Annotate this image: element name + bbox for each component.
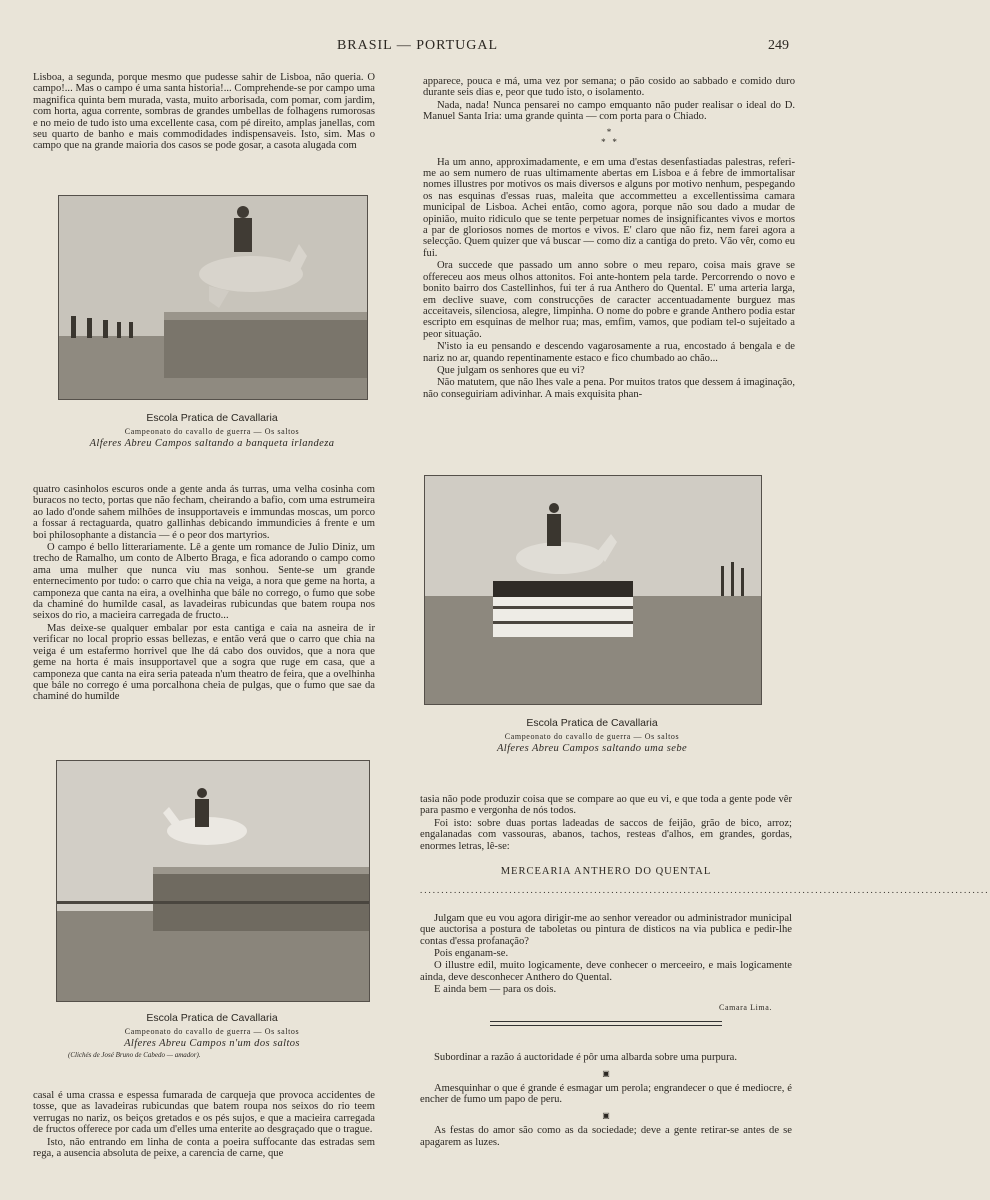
- text-block-mid-left: [33, 484, 375, 704]
- paragraph: Isto, não entrando em linha de conta a poeira suffocante das estradas sem rega, a ausencia absoluta de peixe, a carencia de carne, que: [33, 1136, 375, 1160]
- author-signature: Camara Lima.: [719, 1002, 772, 1012]
- text-block-top-left: [33, 72, 375, 153]
- caption-photo-2: [424, 717, 760, 754]
- double-rule: [490, 1021, 722, 1026]
- caption-subtitle: Campeonato do cavallo de guerra — Os saltos: [124, 427, 300, 436]
- caption-description: Alferes Abreu Campos saltando a banqueta irlandeza: [89, 438, 335, 449]
- shop-sign-text: MERCEARIA ANTHERO DO QUENTAL: [500, 866, 712, 878]
- caption-description: Alferes Abreu Campos n'um dos saltos: [124, 1038, 300, 1049]
- paragraph: O campo é bello litterariamente. Lê a gente um romance de Julio Diniz, um trecho de Ramalho, um conto de Alberto Braga, e fica adorando o campo como ama uma mulher que nunca viu mas sonhou. Sente-se um grande enternecimento por tudo: o carro que chia na veiga, a nora que geme na horta, a camponeza que canta na eira, a ovelhinha que bále no corrego, o fumo que sobe da chaminé do humilde casal, as lavadeiras rubicundas que batem roupa nos seixos do rio, a macieira carregada de fructo...: [33, 542, 375, 622]
- paragraph: Foi isto: sobre duas portas ladeadas de saccos de feijão, grão de bico, arroz; engalanadas com vassouras, abanos, tachos, resteas d'alhos, em grandes, gordas, enormes letras, lê-se:: [420, 817, 792, 852]
- maxim: Amesquinhar o que é grande é esmagar um perola; engrandecer o que é mediocre, é encher de fumo um papo de peru.: [420, 1082, 792, 1106]
- paragraph: N'isto ia eu pensando e descendo vagarosamente a rua, encostado á bengala e de nariz no ar, quando repentinamente estaco e fico chumbado ao chão...: [423, 341, 795, 364]
- paragraph: Julgam que eu vou agora dirigir-me ao senhor vereador ou administrador municipal que auctorisa a postura de taboletas ou pintura de disticos na via publica e pedir-lhe contas d'essa profanação?: [420, 912, 792, 947]
- ornament-icon: ▣: [602, 1068, 610, 1078]
- caption-credit: (Clichés de José Bruno de Cabedo — amador).: [68, 1051, 201, 1059]
- paragraph: Lisboa, a segunda, porque mesmo que pudesse sahir de Lisboa, não queria. O campo!... Mas o campo é uma santa historia!... Comprehende-se por campo uma magnifica quinta bem murada, vasta, muito arborisada, com pomar, com jardim, com horta, agua corrente, sombras de grandes umbellas de folhagens rumorosas e no meio de tudo isto uma excellente casa, com pé direito, amplas janellas, com seu quarto de banho e mais commodidades indispensaveis. Isto, sim. Mas o campo que na grande maioria dos casos se pode gosar, a casota alugada com: [33, 72, 375, 152]
- paragraph: Nada, nada! Nunca pensarei no campo emquanto não puder realisar o ideal do D. Manuel Santa Iria: uma grande quinta — com porta para o Chiado.: [423, 99, 795, 123]
- paragraph: Ha um anno, approximadamente, e em uma d'estas desenfastiadas palestras, referi-me ao sem numero de ruas ultimamente abertas em Lisboa e á febre de immortalisar nomes illustres por motivos os mais diversos e alguns por motivo nenhum, pespegando os nas esquinas d'essas ruas, maleita que accommetteu a excellentissima camara municipal de Lisboa. Achei então, como agora, porque não sou dado a mudar de opinião, muito ridiculo que se tente perpetuar nomes de insignificantes vivos e mortos a par de gloriosos nomes de mortos e vivos. E' claro que não fiz, nem farei agora a selecção. Quem quizer que vá buscar — como diz a cantiga do preto. Vão vêr, como eu fui.: [423, 156, 795, 259]
- maxim: Subordinar a razão á auctoridade é pôr uma albarda sobre uma purpura.: [434, 1052, 737, 1064]
- paragraph: tasia não pode produzir coisa que se compare ao que eu vi, e que toda a gente pode vêr para pasmo e vergonha de nós todos.: [420, 794, 792, 817]
- text-block-bottom-right: [420, 794, 990, 1149]
- photo-banqueta-jump: [58, 195, 368, 400]
- paragraph: O illustre edil, muito logicamente, deve conhecer o merceeiro, e mais logicamente ainda, deve desconhecer Anthero do Quental.: [420, 960, 792, 983]
- caption-title: Escola Pratica de Cavallaria: [526, 717, 658, 729]
- running-title: BRASIL — PORTUGAL: [336, 38, 499, 53]
- caption-title: Escola Pratica de Cavallaria: [146, 412, 278, 424]
- paragraph: Que julgam os senhores que eu vi?: [437, 364, 585, 376]
- paragraph: quatro casinholos escuros onde a gente anda ás turras, uma velha cosinha com buracos no tecto, portas que não fecham, cheirando a bafio, com uma estrumeira ao lado d'onde sahem milhões de insupportaveis e immundas moscas, um porco a fossar á rectaguarda, quatro gallinhas debicando immundicies á frente e um boi philosophante a distancia — é o peor dos martyrios.: [33, 484, 375, 541]
- page-number: 249: [768, 38, 789, 53]
- caption-photo-3: [56, 1012, 368, 1059]
- caption-subtitle: Campeonato do cavallo de guerra — Os saltos: [124, 1027, 300, 1036]
- caption-description: Alferes Abreu Campos saltando uma sebe: [496, 743, 688, 754]
- paragraph: Mas deixe-se qualquer embalar por esta cantiga e caia na asneira de ir verificar no local proprio essas bellezas, e então verá que o carro que chia na veiga é um estafermo horrivel que lhe dá cabo dos ouvidos, que a nora que geme na horta é mais insupportavel que a sogra que ruge em casa, que a camponeza que canta na eira seria pateada n'um theatro de feira, que a ovelhinha que bále no corrego é uma porcalhona cheia de pulgas, que o fumo que sae da chaminé do humilde: [33, 622, 375, 703]
- photo-wall-jump: [56, 760, 370, 1002]
- page-header: [0, 38, 835, 58]
- caption-title: Escola Pratica de Cavallaria: [146, 1012, 278, 1024]
- paragraph: Pois enganam-se.: [434, 948, 509, 960]
- paragraph: Ora succede que passado um anno sobre o meu reparo, coisa mais grave se offereceu aos meus olhos attonitos. Foi ante-hontem pela tarde. Percorrendo o novo e bonito bairro dos Castellinhos, fui ter á rua Anthero do Quental. E' uma arteria larga, em declive suave, com construcções de caracter accentuadamente burguez mas acceitaveis, silenciosa, alegre, limpinha. O nome do pobre e grande Anthero podia estar escripto em esquinas de melhor rua; mas, emfim, vamos, que podiam tel-o sujeitado a peor situação.: [423, 260, 795, 340]
- dotted-divider: ......................................................................................................................................: [420, 885, 990, 896]
- text-block-bottom-left: [33, 1090, 375, 1160]
- section-separator: * * *: [601, 126, 617, 147]
- paragraph: Não matutem, que não lhes vale a pena. Por muitos tratos que dessem á imaginação, não conseguiriam adivinhar. A mais exquisita phan-: [423, 377, 795, 400]
- caption-subtitle: Campeonato do cavallo de guerra — Os saltos: [504, 732, 680, 741]
- paragraph: casal é uma crassa e espessa fumarada de carqueja que provoca accidentes de tosse, que as lavadeiras rubicundas que batem roupa nos seixos do rio teem verrugas no nariz, os beiços gretados e os pés sujos, e que a macieira carregada de fructos offerece por cada um d'elles uma enterite ao desgraçado que o trague.: [33, 1090, 375, 1136]
- text-block-top-right: [423, 76, 795, 401]
- ornament-icon: ▣: [602, 1110, 610, 1120]
- paragraph: E ainda bem — para os dois.: [434, 984, 557, 996]
- maxim: As festas do amor são como as da sociedade; deve a gente retirar-se antes de se apagarem as luzes.: [420, 1125, 792, 1148]
- paragraph: apparece, pouca e má, uma vez por semana; o pão cosido ao sabbado e comido duro durante seis dias e, peor que tudo isto, o isolamento.: [423, 76, 795, 99]
- caption-photo-1: [58, 412, 366, 449]
- photo-hedge-jump: [424, 475, 762, 705]
